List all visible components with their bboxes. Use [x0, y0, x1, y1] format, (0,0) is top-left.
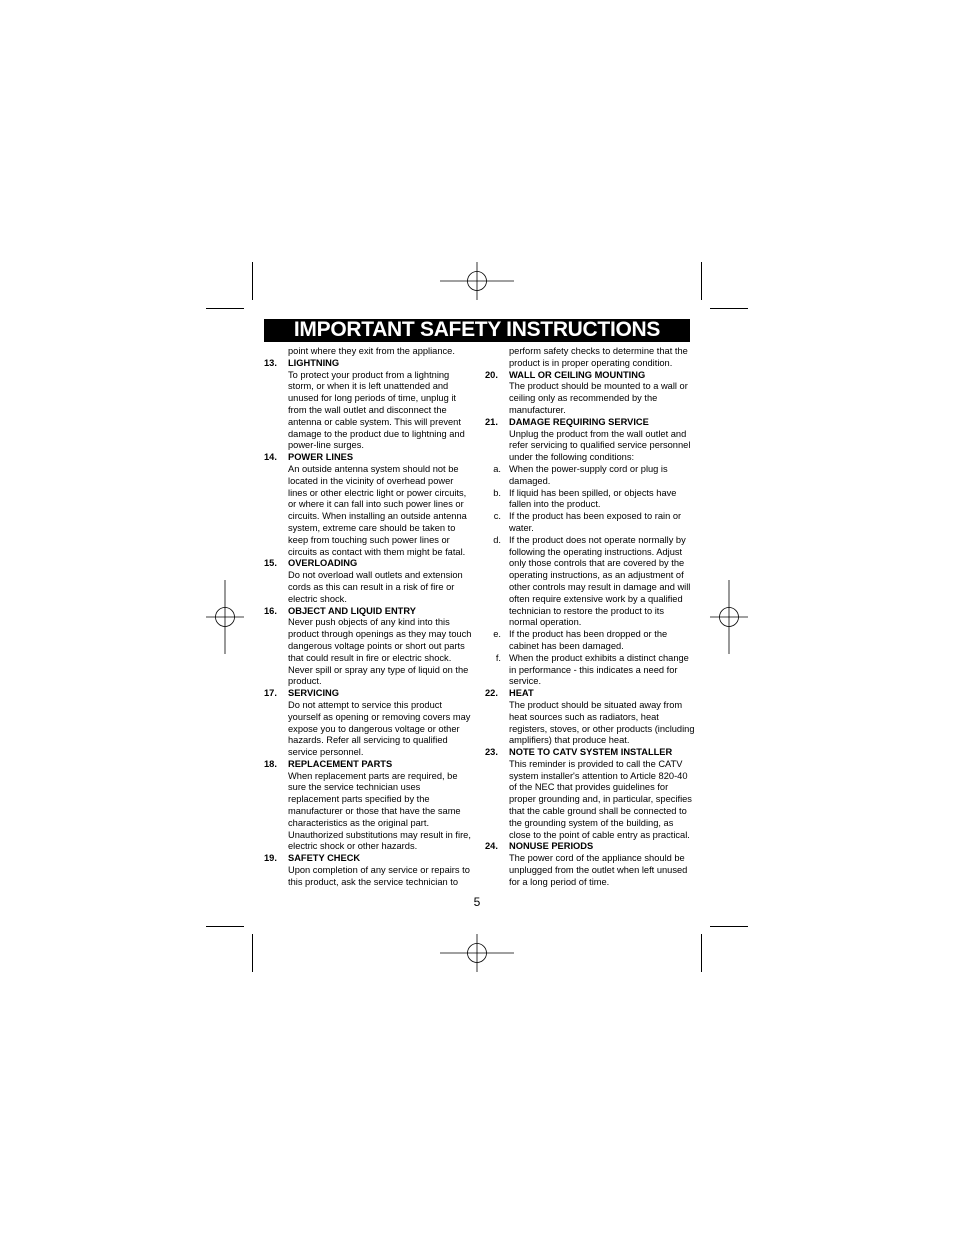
- item-body: Do not attempt to service this product yourself as opening or removing covers may expose you to dangerous voltage or other hazards. Refer all servicing to qualified service personnel.: [288, 699, 471, 758]
- continuation-text: perform safety checks to determine that the product is in proper operating condition.: [509, 346, 688, 368]
- sub-item-letter: e.: [493, 629, 501, 640]
- crop-mark-top-left-vertical: [252, 262, 253, 300]
- item-heading: NOTE TO CATV SYSTEM INSTALLER: [509, 747, 673, 758]
- sub-item-e: [485, 629, 695, 653]
- item-heading: SERVICING: [288, 688, 339, 699]
- registration-mark-bottom: [440, 934, 514, 972]
- crop-mark-bottom-right-horizontal: [710, 926, 748, 927]
- instruction-16: [264, 606, 474, 689]
- crop-mark-bottom-left-horizontal: [206, 926, 244, 927]
- sub-item-text: If the product has been exposed to rain or water.: [509, 511, 682, 533]
- item-body: An outside antenna system should not be located in the vicinity of overhead power lines or other electric light or power circuits, or where it can fall into such power lines or circuits. When installing an outside antenna system, extreme care should be taken to keep from touching such power lines or circuits as contact with them might be fatal.: [288, 463, 467, 557]
- item-number: 17.: [264, 688, 277, 699]
- item-heading: POWER LINES: [288, 452, 354, 463]
- sub-item-text: If liquid has been spilled, or objects have fallen into the product.: [509, 487, 677, 510]
- crop-mark-top-right-vertical: [701, 262, 702, 300]
- instruction-24: [485, 841, 695, 888]
- instruction-23: [485, 747, 695, 841]
- sub-item-text: When the power-supply cord or plug is damaged.: [509, 463, 668, 486]
- registration-mark-left: [206, 580, 244, 654]
- continuation-text: point where they exit from the appliance.: [288, 346, 455, 356]
- crop-mark-bottom-left-vertical: [252, 934, 253, 972]
- right-column: [485, 346, 695, 889]
- page-title: IMPORTANT SAFETY INSTRUCTIONS: [293, 318, 661, 341]
- sub-item-b: [485, 488, 695, 512]
- item-body: The product should be situated away from heat sources such as radiators, heat registers, stoves, or other products (including amplifiers) that produce heat.: [509, 699, 695, 746]
- item-heading: OBJECT AND LIQUID ENTRY: [288, 605, 416, 616]
- sub-item-letter: c.: [493, 511, 501, 522]
- sub-item-letter: b.: [493, 487, 501, 498]
- page-number: 5: [473, 895, 481, 909]
- instruction-21: [485, 417, 695, 688]
- item-body: Unplug the product from the wall outlet and refer servicing to qualified service personnel under the following conditions:: [509, 428, 691, 463]
- item-heading: DAMAGE REQUIRING SERVICE: [509, 416, 649, 427]
- item-body: To protect your product from a lightning storm, or when it is left unattended and unused for long periods of time, unplug it from the wall outlet and disconnect the antenna or cable system. This will prevent damage to the product due to lightning and power-line surges.: [288, 369, 465, 451]
- item-number: 18.: [264, 758, 277, 769]
- crop-mark-top-right-horizontal: [710, 308, 748, 309]
- item-number: 23.: [485, 747, 498, 758]
- item-number: 13.: [264, 357, 277, 368]
- item-body: Never push objects of any kind into this product through openings as they may touch dangerous voltage points or short out parts that could result in fire or electric shock. Never spill or spray any type of liquid on the product.: [288, 617, 472, 687]
- sub-item-text: If the product has been dropped or the cabinet has been damaged.: [509, 629, 668, 651]
- left-column: [264, 346, 474, 889]
- sub-item-f: [485, 653, 695, 688]
- item-body: Upon completion of any service or repairs to this product, ask the service technician to: [288, 865, 470, 887]
- item-heading: LIGHTNING: [288, 357, 340, 368]
- item-number: 21.: [485, 416, 498, 427]
- item-heading: WALL OR CEILING MOUNTING: [509, 369, 646, 380]
- instruction-18: [264, 759, 474, 853]
- item-body: When replacement parts are required, be sure the service technician uses replacement parts specified by the manufacturer or those that have the same characteristics as the original part. Unauthorized substitutions may result in fire, electric shock or other hazards.: [288, 770, 471, 852]
- title-bar: [264, 319, 690, 342]
- instruction-19: [264, 853, 474, 888]
- sub-item-d: [485, 535, 695, 629]
- item-number: 20.: [485, 369, 498, 380]
- item-body: This reminder is provided to call the CATV system installer's attention to Article 820-40 of the NEC that provides guidelines for proper grounding and, in particular, specifies that the cable ground shall be connected to the grounding system of the building, as close to the point of cable entry as practical.: [509, 758, 692, 840]
- crop-mark-bottom-right-vertical: [701, 934, 702, 972]
- sub-item-text: If the product does not operate normally by following the operating instructions. Adjust only those controls that are covered by the operating instructions, as an adjustment of other controls may result in damage and will often require extensive work by a qualified technician to restore the product to its normal operation.: [509, 534, 691, 628]
- item-heading: SAFETY CHECK: [288, 853, 361, 864]
- item-number: 24.: [485, 841, 498, 852]
- sub-item-letter: d.: [493, 534, 501, 545]
- item-body: The power cord of the appliance should be unplugged from the outlet when left unused for a long period of time.: [509, 853, 688, 887]
- item-heading: OVERLOADING: [288, 558, 358, 569]
- instruction-17: [264, 688, 474, 759]
- item-heading: HEAT: [509, 688, 534, 699]
- crop-mark-top-left-horizontal: [206, 308, 244, 309]
- registration-mark-top: [440, 262, 514, 300]
- instruction-22: [485, 688, 695, 747]
- item-number: 14.: [264, 452, 277, 463]
- sub-item-letter: a.: [493, 463, 501, 474]
- item-body: The product should be mounted to a wall or ceiling only as recommended by the manufacturer.: [509, 381, 688, 415]
- instruction-20: [485, 370, 695, 417]
- instruction-13: [264, 358, 474, 452]
- item-heading: NONUSE PERIODS: [509, 841, 594, 852]
- item-number: 22.: [485, 688, 498, 699]
- sub-item-c: [485, 511, 695, 535]
- instruction-15: [264, 558, 474, 605]
- item-number: 19.: [264, 853, 277, 864]
- instruction-14: [264, 452, 474, 558]
- item-body: Do not overload wall outlets and extension cords as this can result in a risk of fire or electric shock.: [288, 570, 463, 604]
- item-number: 16.: [264, 605, 277, 616]
- sub-item-letter: f.: [495, 652, 501, 663]
- item-number: 15.: [264, 558, 277, 569]
- sub-item-a: [485, 464, 695, 488]
- sub-item-text: When the product exhibits a distinct change in performance - this indicates a need for service.: [509, 652, 689, 687]
- registration-mark-right: [710, 580, 748, 654]
- item-heading: REPLACEMENT PARTS: [288, 758, 393, 769]
